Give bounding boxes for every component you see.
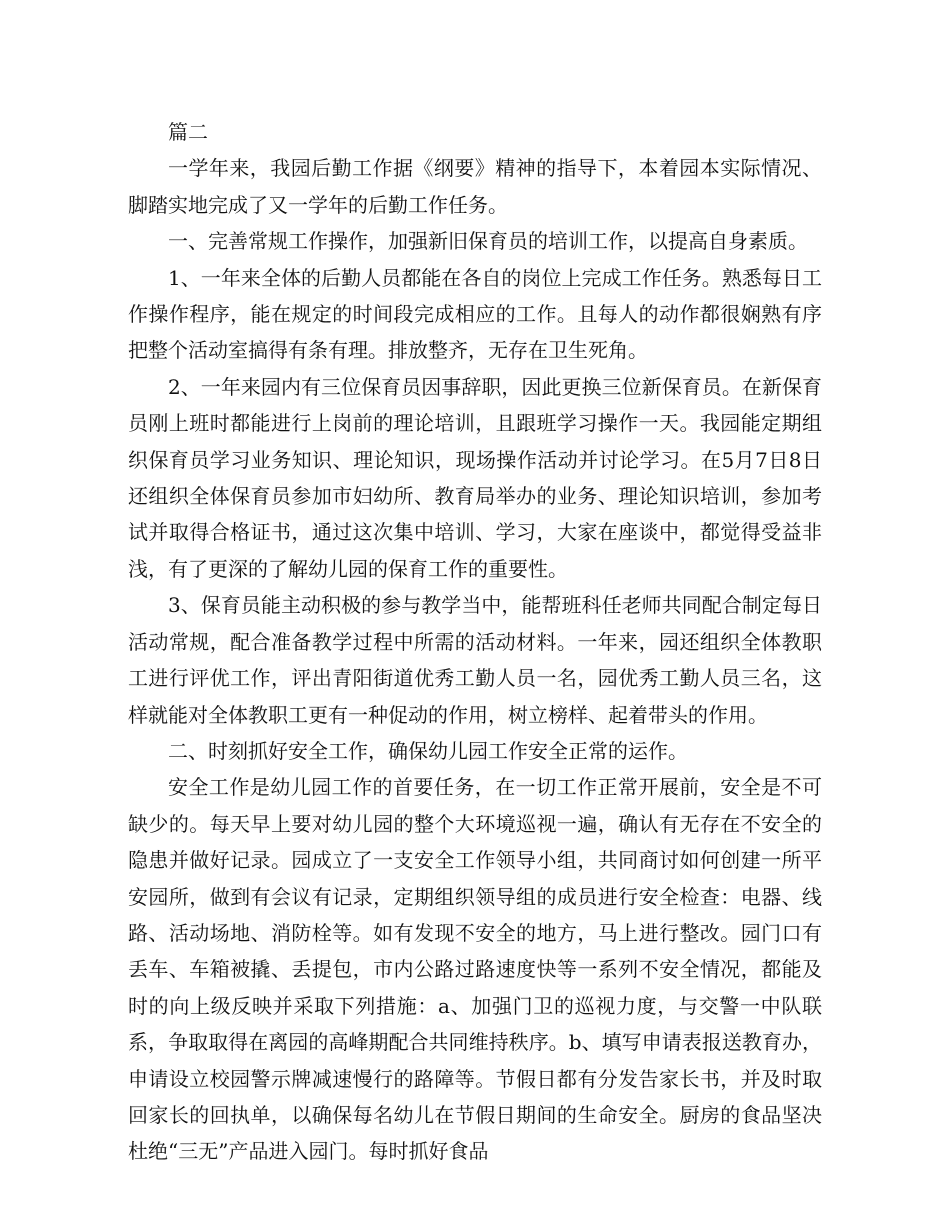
paragraph-safety: 安全工作是幼儿园工作的首要任务，在一切工作正常开展前，安全是不可缺少的。每天早上要对幼儿园的整个大环境巡视一遍，确认有无存在不安全的隐患并做好记录。园成立了一支安全工作领导小组，共同商讨如何创建一所平安园所，做到有会议有记录，定期组织领导组的成员进行安全检查：电器、线路、活动场地、消防栓等。如有发现不安全的地方，马上进行整改。园门口有丢车、车箱被撬、丢提包，市内公路过路速度快等一系列不安全情况，都能及时的向上级反映并采取下列措施：a、加强门卫的巡视力度，与交警一中队联系，争取取得在离园的高峰期配合共同维持秩序。b、填写申请表报送教育办，申请设立校园警示牌减速慢行的路障等。节假日都有分发告家长书，并及时取回家长的回执单，以确保每名幼儿在节假日期间的生命安全。厨房的食品坚决杜绝“三无”产品进入园门。每时抓好食品 — [128, 775, 822, 1164]
document-body — [128, 114, 822, 1170]
paragraph-item-2: 2、一年来园内有三位保育员因事辞职，因此更换三位新保育员。在新保育员刚上班时都能进行上岗前的理论培训，且跟班学习操作一天。我园能定期组织保育员学习业务知识、理论知识，现场操作活动并讨论学习。在5月7日8日还组织全体保育员参加市妇幼所、教育局举办的业务、理论知识培训，参加考试并取得合格证书，通过这次集中培训、学习，大家在座谈中，都觉得受益非浅，有了更深的了解幼儿园的保育工作的重要性。 — [128, 374, 822, 581]
paragraph-item-1: 1、一年来全体的后勤人员都能在各自的岗位上完成工作任务。熟悉每日工作操作程序，能在规定的时间段完成相应的工作。且每人的动作都很娴熟有序把整个活动室搞得有条有理。排放整齐，无存在卫生死角。 — [128, 265, 822, 363]
section-title: 篇二 — [168, 120, 208, 144]
heading-section-two: 二、时刻抓好安全工作，确保幼儿园工作安全正常的运作。 — [168, 738, 688, 763]
paragraph-item-3: 3、保育员能主动积极的参与教学当中，能帮班科任老师共同配合制定每日活动常规，配合准备教学过程中所需的活动材料。一年来，园还组织全体教职工进行评优工作，评出青阳街道优秀工勤人员一名，园优秀工勤人员三名，这样就能对全体教职工更有一种促动的作用，树立榜样、起着带头的作用。 — [128, 593, 822, 727]
paragraph-intro: 一学年来，我园后勤工作据《纲要》精神的指导下，本着园本实际情况、脚踏实地完成了又一学年的后勤工作任务。 — [128, 156, 822, 217]
heading-section-one: 一、完善常规工作操作，加强新旧保育员的培训工作，以提高自身素质。 — [168, 229, 808, 254]
